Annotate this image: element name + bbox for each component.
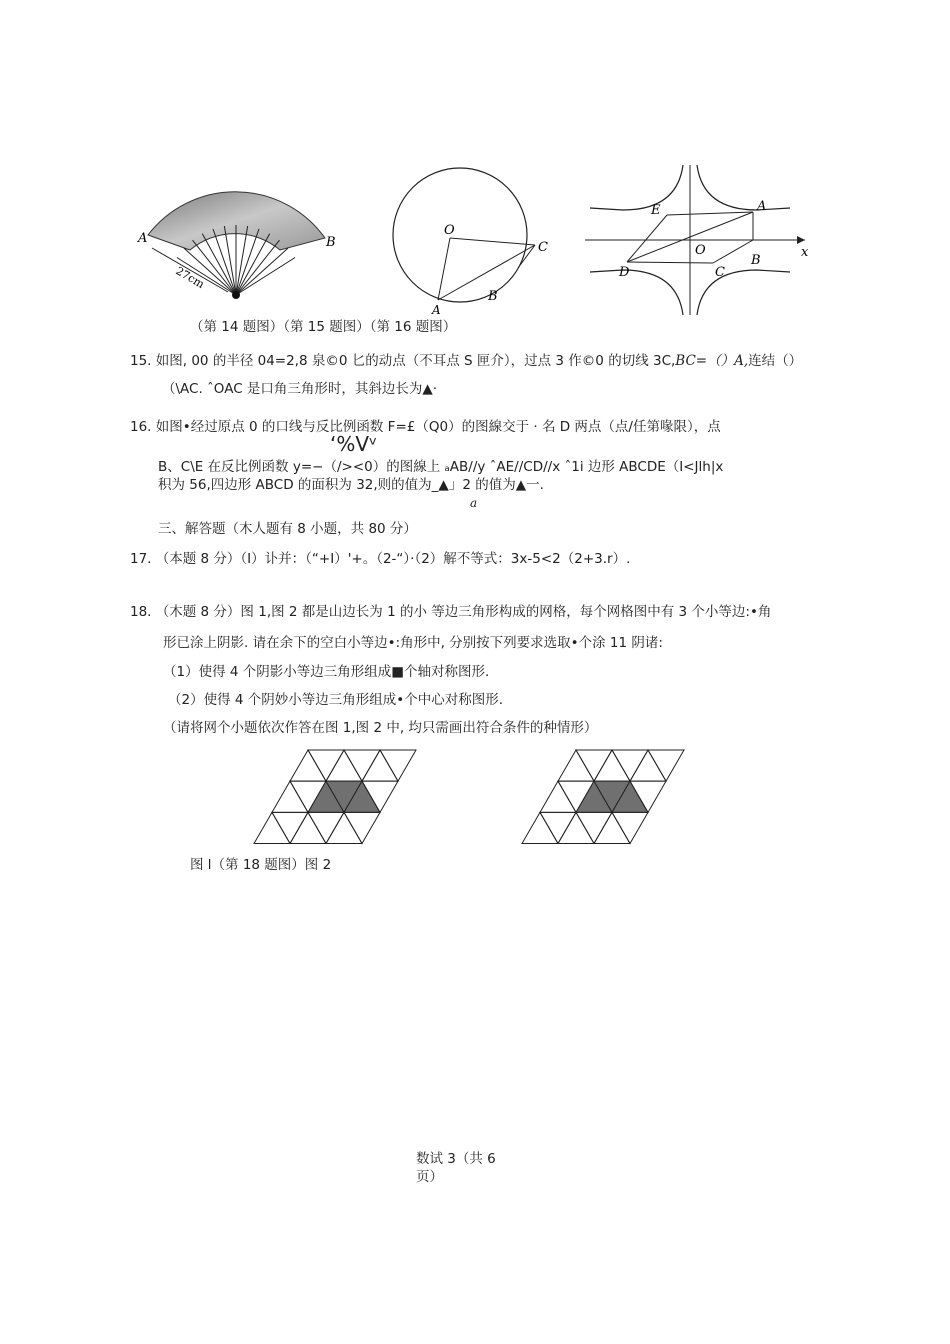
hyper-label-c: C: [715, 265, 725, 280]
circle-label-c: C: [538, 240, 548, 255]
grid-triangle: [326, 812, 362, 843]
triangle-grid-fig1: [250, 748, 450, 854]
hyper-label-e: E: [651, 203, 661, 218]
top-figures-caption: （第 14 题图）（第 15 题图）（第 16 题图）: [190, 319, 457, 335]
grid-triangle: [648, 750, 684, 781]
grid-triangle: [558, 812, 594, 843]
q15-line1-text: 15. 如图, 00 的半径 04=2,8 泉©0 匕的动点（不耳点 S 匣介），过点 3 作©0 的切线 3C,: [130, 353, 676, 369]
hyper-label-b: B: [751, 253, 761, 268]
footer-line2: 页）: [416, 1169, 443, 1185]
grid-triangle: [558, 750, 594, 781]
grid-triangle: [576, 750, 612, 781]
fan-rib: [236, 257, 295, 295]
triangle-grid-fig2: [518, 748, 718, 854]
q18-line2: 形已涂上阴影. 请在余下的空白小等边•:角形中, 分别按下列要求选取•个涂 11 阴诸:: [163, 635, 663, 651]
q18-note: （请将网个小题依次作答在图 1,图 2 中, 均只需画出符合条件的种情形）: [163, 720, 598, 736]
grid-triangle: [290, 812, 326, 843]
grid-triangle: [630, 750, 666, 781]
footer-line1: 数试 3（共 6: [416, 1151, 496, 1167]
grid-triangle: [344, 812, 380, 843]
grid-triangle: [380, 750, 416, 781]
grid-triangle: [576, 812, 612, 843]
q15-line1: [130, 352, 802, 370]
circle-label-a: A: [432, 303, 441, 317]
fan-rib: [236, 240, 279, 295]
circle-label-o: O: [444, 223, 455, 238]
q16-line3: 积为 56,四边形 ABCD 的面积为 32,则的值为_▲」2 的值为▲一.: [158, 477, 544, 493]
grid-triangle: [272, 781, 308, 812]
hyper-label-x: x: [801, 245, 809, 260]
grid-triangle: [326, 750, 362, 781]
section-title: 三、解答题（木人题有 8 小题，共 80 分）: [158, 521, 417, 537]
grid-triangle: [272, 812, 308, 843]
grid-triangle: [308, 812, 344, 843]
grid-triangle: [344, 750, 380, 781]
q15-line2: （\AC. ˆOAC 是口角三角形时，其斜边长为▲·: [162, 381, 438, 397]
q18-item2: （2）使得 4 个阴妙小等边三角形组成•个中心对称图形.: [168, 692, 504, 708]
q16-sub: a: [470, 496, 478, 510]
grid-triangle: [612, 812, 648, 843]
grid-triangle: [540, 781, 576, 812]
hyper-label-a: A: [757, 199, 767, 214]
hyper-label-d: D: [619, 265, 630, 280]
grid-triangle: [254, 812, 290, 843]
q16-line2: B、C\E 在反比例函数 y=−（/><0）的图線上 ₐAB//y ˆAE//CD//x ˆ1i 边形 ABCDE（I<Jlh|x: [158, 459, 724, 475]
q18-item1: （1）使得 4 个阴影小等边三角形组成■个轴对称图形.: [163, 664, 490, 680]
grid-triangle: [290, 750, 326, 781]
fan-figure: [130, 160, 350, 305]
hyper-label-o: O: [695, 243, 706, 258]
q17-text: 17. （本题 8 分）（I）讣并：（“+I）'+。（2-“）·（2）解不等式：3x-5<2（2+3.r）.: [130, 551, 631, 567]
circle-label-b: B: [488, 289, 498, 304]
circle-figure: [380, 160, 560, 320]
q18-caption: 图 l（第 18 题图）图 2: [190, 857, 332, 873]
q16-line1: 16. 如图•经过原点 0 的口线与反比例函数 F=£（Q0）的图線交于 · 名 D 两点（点/任第喙限），点: [130, 419, 721, 435]
hyperbola-figure: [585, 160, 815, 320]
grid-triangle: [362, 750, 398, 781]
q15-line1-italic: BC=（）A,: [675, 353, 749, 369]
q18-line1: 18. （木题 8 分）图 1,图 2 都是山边长为 1 的小 等边三角形构成的网格，每个网格图中有 3 个小等边:•角: [130, 604, 772, 620]
fan-label-a: A: [138, 231, 148, 246]
fan-measure: 27cm: [173, 264, 207, 291]
grid-triangle: [594, 812, 630, 843]
q15-line1-end: 连结（）: [748, 353, 803, 369]
q16-stray: ‘%Vᵛ: [330, 432, 378, 456]
grid-triangle: [308, 750, 344, 781]
grid-triangle: [522, 812, 558, 843]
grid-triangle: [540, 812, 576, 843]
grid-triangle: [612, 750, 648, 781]
grid-triangle: [594, 750, 630, 781]
fan-label-b: B: [326, 235, 336, 250]
